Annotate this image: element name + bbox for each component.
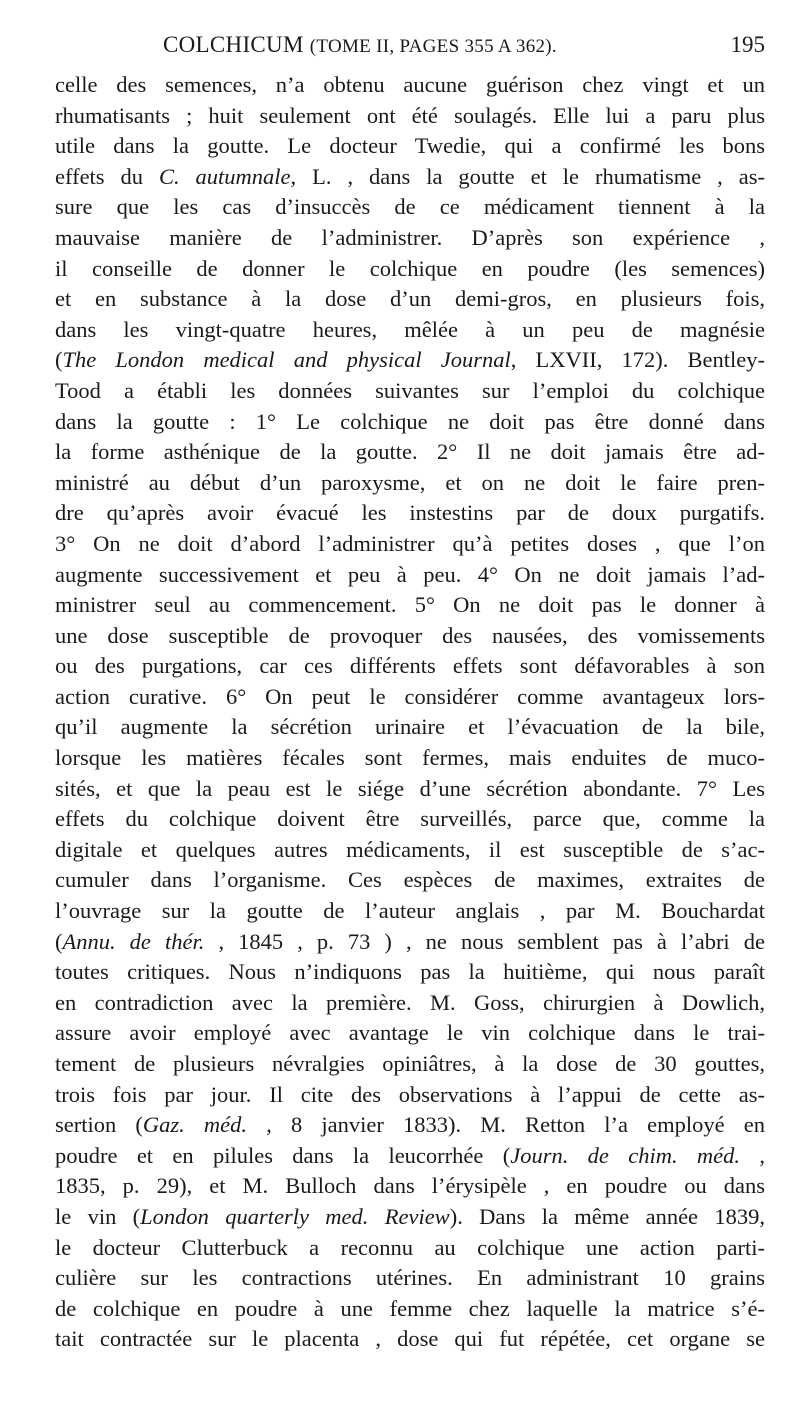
italic-citation: Journ. de chim. méd. bbox=[510, 1142, 741, 1168]
text-run: ministrer seul au commencement. 5° On ne doit pas le donner à bbox=[55, 592, 765, 618]
running-title-main: COLCHICUM bbox=[163, 32, 304, 57]
text-run: effets du colchique doivent être surveillés, parce que, comme la bbox=[55, 806, 765, 832]
text-run: poudre et en pilules dans la leucorrhée ( bbox=[55, 1142, 511, 1168]
text-line bbox=[55, 131, 765, 162]
text-line bbox=[55, 1263, 765, 1294]
text-run: digitale et quelques autres médicaments, il est susceptible de s’ac- bbox=[55, 836, 765, 862]
text-line bbox=[55, 1141, 765, 1172]
text-run: et en substance à la dose d’un demi-gros, en plusieurs fois, bbox=[55, 286, 765, 312]
text-line bbox=[55, 468, 765, 499]
text-line bbox=[55, 1080, 765, 1111]
running-head bbox=[55, 20, 765, 60]
text-run: mauvaise manière de l’administrer. D’après son expérience , bbox=[55, 224, 765, 250]
text-run: culière sur les contractions utérines. En administrant 10 grains bbox=[55, 1265, 765, 1291]
text-line bbox=[55, 1018, 765, 1049]
text-line bbox=[55, 315, 765, 346]
text-line bbox=[55, 376, 765, 407]
text-run: , 8 janvier 1833). M. Retton l’a employé en bbox=[247, 1112, 765, 1138]
italic-citation: Gaz. méd. bbox=[142, 1112, 248, 1138]
text-run: celle des semences, n’a obtenu aucune guérison chez vingt et un bbox=[55, 72, 765, 97]
text-run: ministré au début d’un paroxysme, et on ne doit le faire pren- bbox=[55, 469, 765, 495]
text-line bbox=[55, 1110, 765, 1141]
text-line bbox=[55, 254, 765, 285]
text-line bbox=[55, 682, 765, 713]
italic-citation: London quarterly med. Review bbox=[140, 1203, 450, 1229]
running-title bbox=[163, 32, 557, 58]
text-run: sure que les cas d’insuccès de ce médicament tiennent à la bbox=[55, 194, 765, 220]
text-line bbox=[55, 101, 765, 132]
text-run: dre qu’après avoir évacué les instestins par de doux purgatifs. bbox=[55, 500, 765, 526]
text-run: il conseille de donner le colchique en poudre (les semences) bbox=[55, 255, 765, 281]
text-run: qu’il augmente la sécrétion urinaire et l’évacuation de la bile, bbox=[55, 714, 765, 740]
text-run: ( bbox=[55, 347, 63, 373]
text-run: action curative. 6° On peut le considérer comme avantageux lors- bbox=[55, 683, 765, 709]
text-line bbox=[55, 651, 765, 682]
text-line bbox=[55, 774, 765, 805]
text-run: la forme asthénique de la goutte. 2° Il ne doit jamais être ad- bbox=[55, 439, 765, 465]
text-line bbox=[55, 223, 765, 254]
text-run: tement de plusieurs névralgies opiniâtres, à la dose de 30 gouttes, bbox=[55, 1051, 765, 1076]
italic-citation: The London medical and physical Journal bbox=[62, 347, 511, 373]
text-line bbox=[55, 804, 765, 835]
text-run: , L. , dans la goutte et le rhumatisme , as- bbox=[290, 163, 765, 189]
text-run: l’ouvrage sur la goutte de l’auteur anglais , par M. Bouchardat bbox=[55, 898, 765, 924]
text-line bbox=[55, 529, 765, 560]
page-number: 195 bbox=[730, 32, 765, 57]
text-line bbox=[55, 560, 765, 591]
text-run: dans les vingt-quatre heures, mêlée à un peu de magnésie bbox=[55, 316, 765, 342]
text-run: Tood a établi les données suivantes sur l’emploi du colchique bbox=[55, 377, 765, 403]
text-run: ( bbox=[55, 928, 63, 954]
text-run: toutes critiques. Nous n’indiquons pas la huitième, qui nous paraît bbox=[55, 959, 765, 985]
text-line bbox=[55, 162, 765, 193]
text-run: augmente successivement et peu à peu. 4° On ne doit jamais l’ad- bbox=[55, 561, 765, 587]
text-line bbox=[55, 988, 765, 1019]
text-run: , 1845 , p. 73 ) , ne nous semblent pas à l’abri de bbox=[204, 928, 765, 954]
text-line bbox=[55, 927, 765, 958]
text-line bbox=[55, 712, 765, 743]
running-title-reference: (TOME II, PAGES 355 A 362). bbox=[309, 36, 557, 57]
italic-citation: C. autumnale bbox=[158, 163, 291, 189]
text-run: , bbox=[740, 1142, 766, 1168]
text-line bbox=[55, 835, 765, 866]
text-run: assure avoir employé avec avantage le vin colchique dans le trai- bbox=[55, 1020, 765, 1046]
text-run: trois fois par jour. Il cite des observations à l’appui de cette as- bbox=[55, 1081, 765, 1107]
text-run: dans la goutte : 1° Le colchique ne doit pas être donné dans bbox=[55, 408, 765, 434]
text-run: de colchique en poudre à une femme chez laquelle la matrice s’é- bbox=[55, 1295, 765, 1321]
text-run: sertion ( bbox=[55, 1112, 143, 1138]
italic-citation: Annu. de thér. bbox=[62, 928, 205, 954]
text-line bbox=[55, 1233, 765, 1264]
text-line bbox=[55, 896, 765, 927]
body-text bbox=[55, 70, 765, 1355]
text-run: 1835, p. 29), et M. Bulloch dans l’érysipèle , en poudre ou dans bbox=[55, 1173, 765, 1199]
text-run: une dose susceptible de provoquer des nausées, des vomissements bbox=[55, 622, 765, 648]
text-run: ). Dans la même année 1839, bbox=[449, 1203, 765, 1229]
text-line bbox=[55, 498, 765, 529]
text-line bbox=[55, 1049, 765, 1080]
text-run: lorsque les matières fécales sont fermes, mais enduites de muco- bbox=[55, 745, 765, 771]
text-run: tait contractée sur le placenta , dose qui fut répétée, cet organe se bbox=[55, 1326, 765, 1352]
text-line bbox=[55, 192, 765, 223]
text-line bbox=[55, 437, 765, 468]
text-line bbox=[55, 743, 765, 774]
text-line bbox=[55, 865, 765, 896]
text-run: sités, et que la peau est le siége d’une sécrétion abondante. 7° Les bbox=[55, 775, 765, 801]
text-run: le vin ( bbox=[55, 1203, 141, 1229]
text-line bbox=[55, 621, 765, 652]
text-line bbox=[55, 407, 765, 438]
text-run: 3° On ne doit d’abord l’administrer qu’à petites doses , que l’on bbox=[55, 530, 765, 556]
text-run: , LXVII, 172). Bentley- bbox=[510, 347, 765, 373]
text-line bbox=[55, 957, 765, 988]
text-line bbox=[55, 284, 765, 315]
text-run: cumuler dans l’organisme. Ces espèces de maximes, extraites de bbox=[55, 867, 765, 893]
text-line bbox=[55, 345, 765, 376]
text-run: en contradiction avec la première. M. Goss, chirurgien à Dowlich, bbox=[55, 989, 765, 1015]
text-run: rhumatisants ; huit seulement ont été soulagés. Elle lui a paru plus bbox=[55, 102, 765, 128]
text-run: le docteur Clutterbuck a reconnu au colchique une action parti- bbox=[55, 1234, 765, 1260]
text-line bbox=[55, 1171, 765, 1202]
text-line bbox=[55, 1324, 765, 1355]
text-line bbox=[55, 1294, 765, 1325]
text-line bbox=[55, 590, 765, 621]
text-run: ou des purgations, car ces différents effets sont défavorables à son bbox=[55, 653, 765, 679]
text-run: utile dans la goutte. Le docteur Twedie, qui a confirmé les bons bbox=[55, 133, 765, 159]
text-run: effets du bbox=[55, 163, 159, 189]
text-line bbox=[55, 1202, 765, 1233]
text-line bbox=[55, 70, 765, 101]
